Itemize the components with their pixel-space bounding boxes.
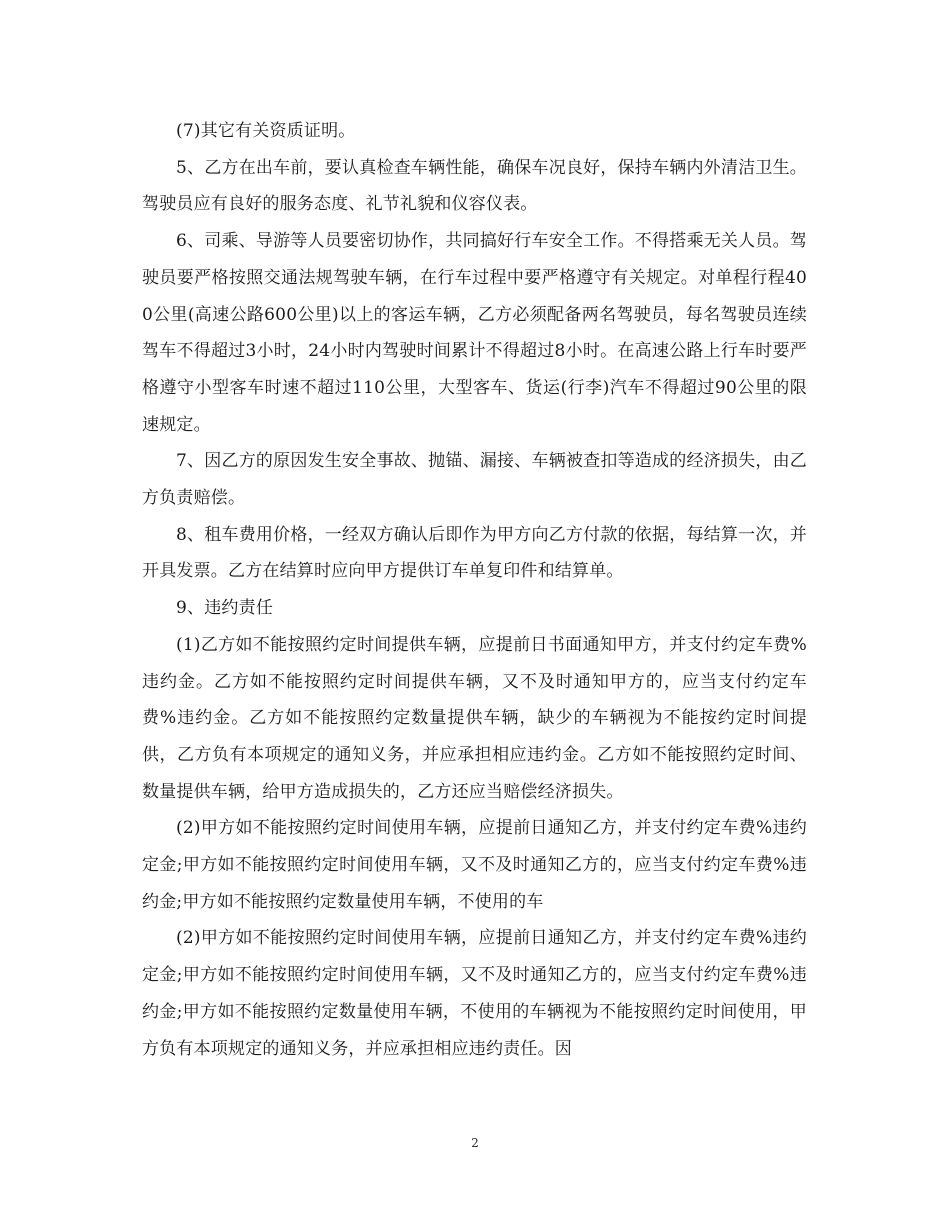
page-number: 2 <box>471 1136 479 1150</box>
paragraph-qualification-proof: (7)其它有关资质证明。 <box>176 121 356 141</box>
paragraph-accident-liability: 7、因乙方的原因发生安全事故、抛锚、漏接、车辆被查扣等造成的经济损失，由乙方负责赔偿。 <box>142 451 807 509</box>
paragraph-breach-party-a-repeat: (2)甲方如不能按照约定时间使用车辆，应提前日通知乙方，并支付约定车费%违约定金;甲方如不能按照约定时间使用车辆，又不及时通知乙方的，应当支付约定车费%违约金;甲方如不能按照约定数量使用车辆，不使用的车辆视为不能按照约定时间使用，甲方负有本项规定的通知义务，并应承担相应违约责任。因 <box>142 928 807 1059</box>
paragraph-breach-heading: 9、违约责任 <box>176 598 274 619</box>
paragraph-rental-fee: 8、租车费用价格，一经双方确认后即作为甲方向乙方付款的依据，每结算一次，并开具发票。乙方在结算时应向甲方提供订车单复印件和结算单。 <box>142 524 807 582</box>
paragraph-driving-safety: 6、司乘、导游等人员要密切协作，共同搞好行车安全工作。不得搭乘无关人员。驾驶员要严格按照交通法规驾驶车辆，在行车过程中要严格遵守有关规定。对单程行程400公里(高速公路600公里)以上的客运车辆，乙方必须配备两名驾驶员，每名驾驶员连续驾车不得超过3小时，24小时内驾驶时间累计不得超过8小时。在高速公路上行车时要严格遵守小型客车时速不超过110公里，大型客车、货运(行李)汽车不得超过90公里的限速规定。 <box>142 231 807 435</box>
paragraph-breach-party-a: (2)甲方如不能按照约定时间使用车辆，应提前日通知乙方，并支付约定车费%违约定金;甲方如不能按照约定时间使用车辆，又不及时通知乙方的，应当支付约定车费%违约金;甲方如不能按照约定数量使用车辆，不使用的车 <box>142 818 807 912</box>
paragraph-breach-party-b: (1)乙方如不能按照约定时间提供车辆，应提前日书面通知甲方，并支付约定车费%违约金。乙方如不能按照约定时间提供车辆，又不及时通知甲方的，应当支付约定车费%违约金。乙方如不能按照约定数量提供车辆，缺少的车辆视为不能按约定时间提供，乙方负有本项规定的通知义务，并应承担相应违约金。乙方如不能按照约定时间、数量提供车辆，给甲方造成损失的，乙方还应当赔偿经济损失。 <box>142 634 807 802</box>
document-body <box>142 113 807 1067</box>
paragraph-vehicle-inspection: 5、乙方在出车前，要认真检查车辆性能，确保车况良好，保持车辆内外清洁卫生。驾驶员应有良好的服务态度、礼节礼貌和仪容仪表。 <box>142 157 807 215</box>
